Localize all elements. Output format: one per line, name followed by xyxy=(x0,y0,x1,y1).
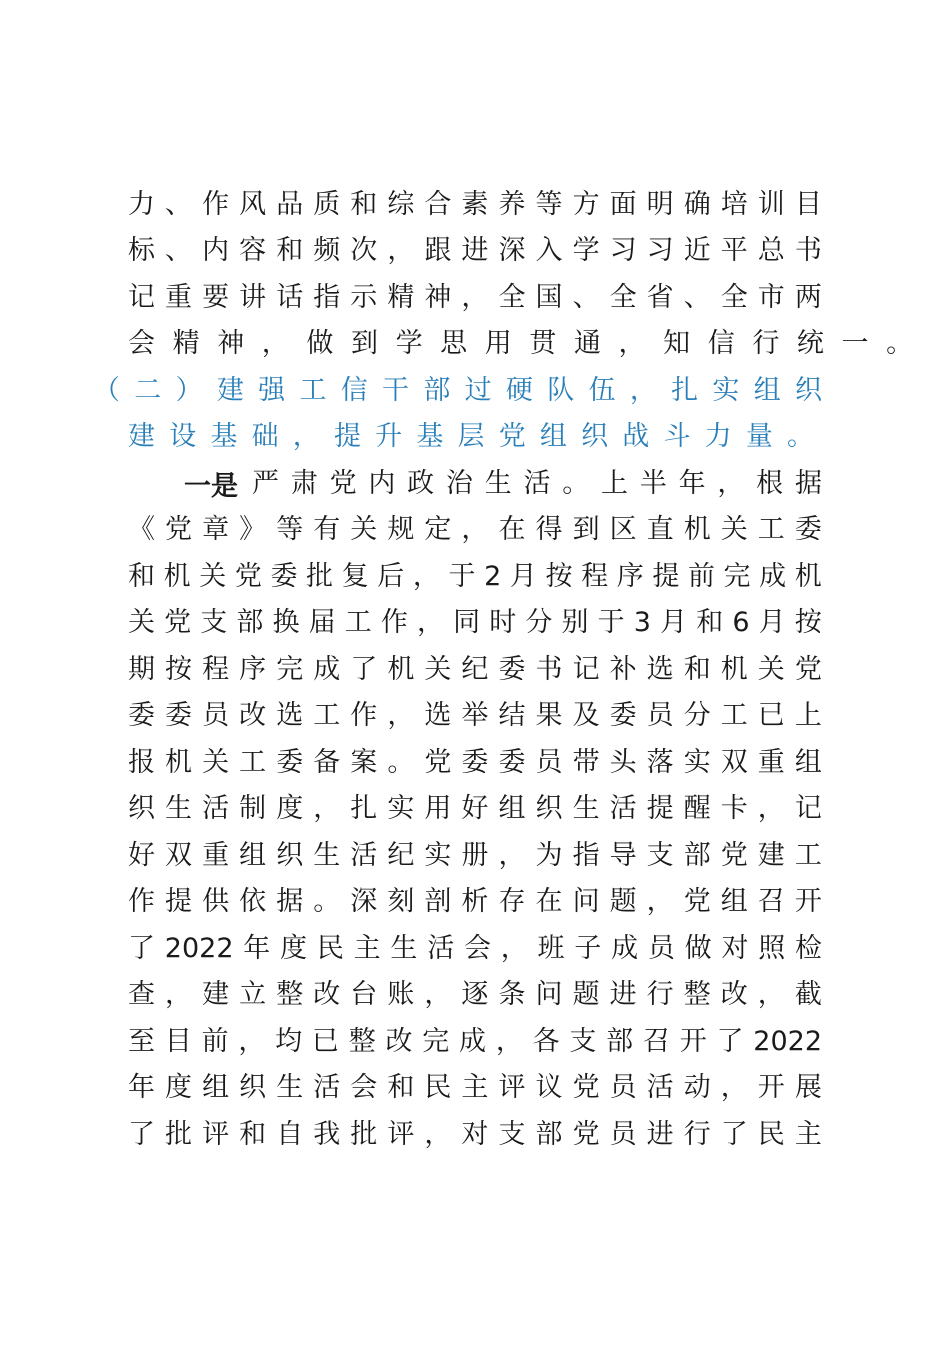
paragraph-lead-line xyxy=(128,460,822,507)
text-line: 好 双 重 组 织 生 活 纪 实 册 ， 为 指 导 支 部 党 建 工 xyxy=(128,839,822,871)
text-line: 了 2022 年 度 民 主 生 活 会 ， 班 子 成 员 做 对 照 检 xyxy=(128,932,822,964)
text-line: 《 党 章 》 等 有 关 规 定 ， 在 得 到 区 直 机 关 工 委 xyxy=(128,514,822,546)
text-line: 至 目 前 ， 均 已 整 改 完 成 ， 各 支 部 召 开 了 2022 xyxy=(128,1025,822,1057)
text-line: 力 、 作 风 品 质 和 综 合 素 养 等 方 面 明 确 培 训 目 xyxy=(128,188,822,220)
text-line: 关 党 支 部 换 届 工 作 ， 同 时 分 别 于 3 月 和 6 月 按 xyxy=(128,607,822,639)
lead-line-text: 严 肃 党 内 政 治 生 活 。 上 半 年 ， 根 据 xyxy=(252,467,822,499)
text-line: 了 批 评 和 自 我 批 评 ， 对 支 部 党 员 进 行 了 民 主 xyxy=(128,1118,822,1150)
document-body xyxy=(92,181,914,1158)
text-line: 和 机 关 党 委 批 复 后 ， 于 2 月 按 程 序 提 前 完 成 机 xyxy=(128,560,822,592)
text-line: 作 提 供 依 据 。 深 刻 剖 析 存 在 问 题 ， 党 组 召 开 xyxy=(128,886,822,918)
text-line: 年 度 组 织 生 活 会 和 民 主 评 议 党 员 活 动 ， 开 展 xyxy=(128,1072,822,1104)
lead-label: 一是 xyxy=(184,470,238,502)
section-heading-line: 建 设 基 础 ， 提 升 基 层 党 组 织 战 斗 力 量 。 xyxy=(128,421,814,453)
text-line: 报 机 关 工 委 备 案 。 党 委 委 员 带 头 落 实 双 重 组 xyxy=(128,746,822,778)
text-line: 织 生 活 制 度 ， 扎 实 用 好 组 织 生 活 提 醒 卡 ， 记 xyxy=(128,793,822,825)
text-line: 委 委 员 改 选 工 作 ， 选 举 结 果 及 委 员 分 工 已 上 xyxy=(128,700,822,732)
text-line: 标 、 内 容 和 频 次 ， 跟 进 深 入 学 习 习 近 平 总 书 xyxy=(128,235,822,267)
text-line: 期 按 程 序 完 成 了 机 关 纪 委 书 记 补 选 和 机 关 党 xyxy=(128,653,822,685)
text-line: 会 精 神 ， 做 到 学 思 用 贯 通 ， 知 信 行 统 一 。 xyxy=(128,328,914,360)
text-line: 查 ， 建 立 整 改 台 账 ， 逐 条 问 题 进 行 整 改 ， 截 xyxy=(128,979,822,1011)
text-line: 记 重 要 讲 话 指 示 精 神 ， 全 国 、 全 省 、 全 市 两 xyxy=(128,281,822,313)
section-heading-line: （ 二 ） 建 强 工 信 干 部 过 硬 队 伍 ， 扎 实 组 织 xyxy=(92,374,822,406)
